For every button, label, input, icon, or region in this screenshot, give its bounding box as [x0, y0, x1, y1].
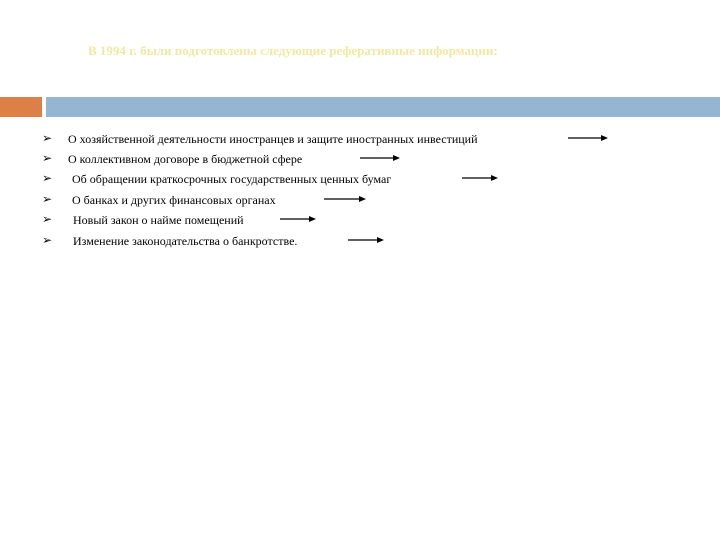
arrow-bullet-icon: ➢ — [42, 171, 53, 185]
slide-title: В 1994 г. были подготовлены следующие реферативные информации: — [88, 43, 498, 58]
right-arrow-icon — [360, 152, 400, 164]
list-item — [0, 151, 720, 171]
accent-bar — [0, 97, 42, 117]
list-item-text: Новый закон о найме помещений — [73, 213, 244, 227]
list-item-text: Об обращении краткосрочных государственных ценных бумаг — [72, 172, 392, 186]
list-item — [0, 212, 720, 232]
arrow-bullet-icon: ➢ — [42, 192, 53, 206]
list-item — [0, 171, 720, 191]
list-item — [0, 192, 720, 212]
right-arrow-icon — [324, 193, 366, 205]
arrow-bullet-icon: ➢ — [42, 233, 53, 247]
arrow-bullet-icon: ➢ — [42, 212, 53, 226]
list-item-text: О коллективном договоре в бюджетной сфере — [68, 152, 303, 166]
right-arrow-icon — [348, 234, 384, 246]
header-bar — [46, 97, 720, 117]
right-arrow-icon — [462, 172, 498, 184]
list-item-text: О банках и других финансовых органах — [72, 193, 276, 207]
list-item — [0, 233, 720, 253]
right-arrow-icon — [280, 213, 316, 225]
right-arrow-icon — [568, 132, 608, 144]
arrow-bullet-icon: ➢ — [42, 131, 53, 145]
list-item-text: О хозяйственной деятельности иностранцев и защите иностранных инвестиций — [68, 132, 478, 146]
arrow-bullet-icon: ➢ — [42, 151, 53, 165]
list-item-text: Изменение законодательства о банкротстве. — [73, 234, 298, 248]
list-item — [0, 131, 720, 151]
